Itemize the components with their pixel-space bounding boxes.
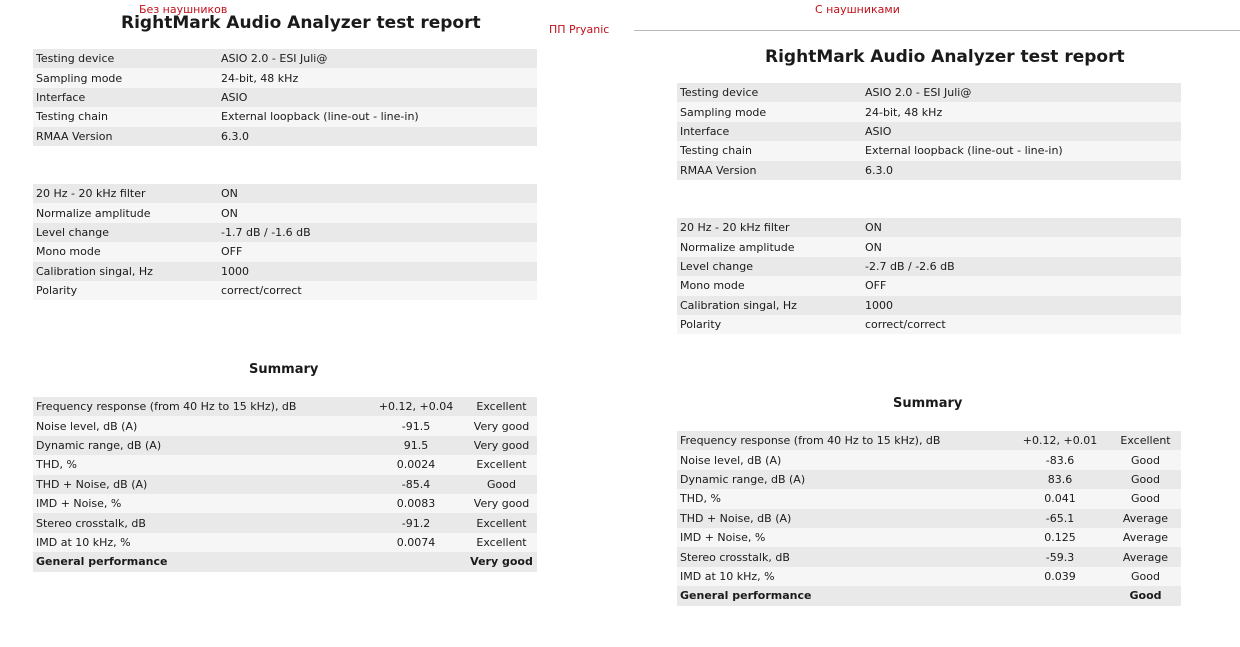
annotation-with-headphones: С наушниками bbox=[815, 3, 900, 16]
summary-table bbox=[677, 431, 1181, 606]
info-table bbox=[677, 83, 1181, 180]
table-row: Frequency response (from 40 Hz to 15 kHz), dB +0.12, +0.04 Excellent bbox=[33, 397, 537, 416]
table-row: Dynamic range, dB (A) 83.6 Good bbox=[677, 470, 1181, 489]
table-row: IMD + Noise, % 0.0083 Very good bbox=[33, 494, 537, 513]
table-row: Testing chain External loopback (line-out - line-in) bbox=[677, 141, 1181, 160]
table-row: Sampling mode 24-bit, 48 kHz bbox=[33, 68, 537, 87]
table-row: Dynamic range, dB (A) 91.5 Very good bbox=[33, 436, 537, 455]
summary-title: Summary bbox=[249, 362, 319, 377]
table-row: THD, % 0.041 Good bbox=[677, 489, 1181, 508]
annotation-without-headphones: Без наушников bbox=[139, 3, 228, 16]
table-row: Testing chain External loopback (line-out - line-in) bbox=[33, 107, 537, 126]
table-row: RMAA Version 6.3.0 bbox=[677, 161, 1181, 180]
table-row: 20 Hz - 20 kHz filter ON bbox=[677, 218, 1181, 237]
table-row: Polarity correct/correct bbox=[677, 315, 1181, 334]
table-row: THD + Noise, dB (A) -85.4 Good bbox=[33, 475, 537, 494]
table-row: Mono mode OFF bbox=[677, 276, 1181, 295]
table-row: Normalize amplitude ON bbox=[33, 203, 537, 222]
table-row: Frequency response (from 40 Hz to 15 kHz), dB +0.12, +0.01 Excellent bbox=[677, 431, 1181, 450]
table-row: Interface ASIO bbox=[33, 88, 537, 107]
table-row: Level change -2.7 dB / -2.6 dB bbox=[677, 257, 1181, 276]
divider-line bbox=[634, 30, 1240, 31]
summary-table bbox=[33, 397, 537, 572]
settings-table bbox=[677, 218, 1181, 334]
table-row: Calibration singal, Hz 1000 bbox=[33, 262, 537, 281]
table-row: Mono mode OFF bbox=[33, 242, 537, 261]
table-row: Noise level, dB (A) -91.5 Very good bbox=[33, 416, 537, 435]
table-row: Stereo crosstalk, dB -59.3 Average bbox=[677, 547, 1181, 566]
table-row: Level change -1.7 dB / -1.6 dB bbox=[33, 223, 537, 242]
table-row: Polarity correct/correct bbox=[33, 281, 537, 300]
table-row: THD, % 0.0024 Excellent bbox=[33, 455, 537, 474]
table-row: Testing device ASIO 2.0 - ESI Juli@ bbox=[677, 83, 1181, 102]
table-row: 20 Hz - 20 kHz filter ON bbox=[33, 184, 537, 203]
settings-table bbox=[33, 184, 537, 300]
table-row: RMAA Version 6.3.0 bbox=[33, 127, 537, 146]
table-row: IMD + Noise, % 0.125 Average bbox=[677, 528, 1181, 547]
table-row: Interface ASIO bbox=[677, 122, 1181, 141]
table-row: Sampling mode 24-bit, 48 kHz bbox=[677, 102, 1181, 121]
summary-title: Summary bbox=[893, 396, 963, 411]
table-row: Stereo crosstalk, dB -91.2 Excellent bbox=[33, 513, 537, 532]
table-row: Calibration singal, Hz 1000 bbox=[677, 296, 1181, 315]
table-row: IMD at 10 kHz, % 0.039 Good bbox=[677, 567, 1181, 586]
annotation-author: ПП Pryanic bbox=[549, 23, 610, 36]
table-row: THD + Noise, dB (A) -65.1 Average bbox=[677, 509, 1181, 528]
general-performance-row: General performance Good bbox=[677, 586, 1181, 605]
info-table bbox=[33, 49, 537, 146]
table-row: IMD at 10 kHz, % 0.0074 Excellent bbox=[33, 533, 537, 552]
report-title: RightMark Audio Analyzer test report bbox=[121, 13, 481, 33]
general-performance-row: General performance Very good bbox=[33, 552, 537, 571]
table-row: Testing device ASIO 2.0 - ESI Juli@ bbox=[33, 49, 537, 68]
table-row: Noise level, dB (A) -83.6 Good bbox=[677, 450, 1181, 469]
table-row: Normalize amplitude ON bbox=[677, 237, 1181, 256]
report-title: RightMark Audio Analyzer test report bbox=[765, 47, 1125, 67]
